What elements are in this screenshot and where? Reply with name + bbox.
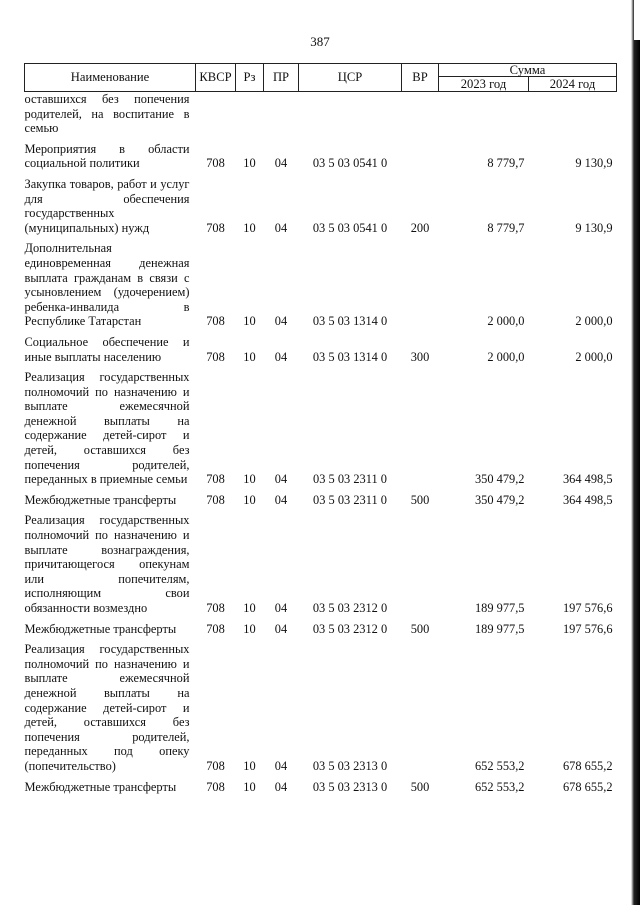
- table-row: [25, 616, 617, 637]
- cell-sum-2023: 8 779,7: [487, 156, 525, 171]
- table-row: [25, 92, 617, 136]
- cell-sum-2024: 364 498,5: [562, 492, 613, 507]
- cell-pr: [264, 92, 299, 136]
- cell-csr: 03 5 03 2311 0: [313, 492, 387, 507]
- cell-sum-2023: 2 000,0: [487, 314, 525, 329]
- cell-sum-2023: 350 479,2: [474, 472, 525, 487]
- scan-edge-shadow: [631, 0, 640, 905]
- cell-name: Дополнительная единовременная денежная выплата гражданам в связи с усыновлением (удочерением) ребенка-инвалида в Республике Татарстан: [24, 241, 190, 329]
- cell-csr: 03 5 03 0541 0: [312, 156, 388, 171]
- page-number: 387: [310, 34, 330, 49]
- table-row: [25, 329, 617, 364]
- cell-name: Мероприятия в области социальной политики: [24, 141, 190, 171]
- cell-sum-2023: 652 553,2: [474, 758, 525, 773]
- cell-kvsr: 708: [206, 349, 225, 364]
- cell-vr: 300: [410, 349, 430, 364]
- cell-sum-2024: 678 655,2: [562, 758, 613, 773]
- header-name: Наименование: [25, 64, 196, 92]
- cell-csr: 03 5 03 2313 0: [312, 758, 388, 773]
- header-sum: Сумма: [439, 64, 617, 77]
- cell-csr: 03 5 03 2312 0: [312, 601, 388, 615]
- cell-sum-2023: 8 779,7: [487, 220, 525, 235]
- cell-name: Социальное обеспечение и иные выплаты населению: [24, 334, 190, 364]
- cell-name: Реализация государственных полномочий по назначению и выплате ежемесячной денежной выплаты на содержание детей-сирот и детей, оставшихся без попечения родителей, переданных в приемные семьи: [24, 370, 190, 487]
- cell-pr: 04: [274, 621, 288, 636]
- cell-sum-2024: 197 576,6: [562, 621, 613, 636]
- header-csr: ЦСР: [299, 64, 402, 92]
- cell-sum-2024: 9 130,9: [575, 156, 613, 171]
- cell-sum-2023: 350 479,2: [474, 492, 525, 507]
- table-row: [25, 235, 617, 329]
- cell-rz: [236, 92, 264, 136]
- cell-pr: 04: [274, 492, 288, 507]
- cell-name: Реализация государственных полномочий по назначению и выплате вознаграждения, причитающегося опекунам или попечителям, исполняющим свои обязанности возмездно: [24, 513, 190, 615]
- cell-pr: 04: [274, 314, 288, 329]
- cell-kvsr: 708: [206, 472, 225, 487]
- cell-kvsr: 708: [206, 621, 225, 636]
- table-body: [25, 92, 617, 795]
- header-year-2024: 2024 год: [529, 77, 617, 92]
- cell-vr: [402, 636, 439, 773]
- cell-kvsr: 708: [206, 601, 225, 615]
- cell-csr: 03 5 03 2313 0: [312, 779, 388, 794]
- cell-rz: 10: [243, 349, 256, 364]
- cell-vr: [402, 507, 439, 615]
- cell-pr: 04: [274, 758, 288, 773]
- cell-sum-2023: [439, 92, 529, 136]
- cell-vr: 500: [410, 621, 430, 636]
- cell-vr: [402, 92, 439, 136]
- cell-pr: 04: [274, 779, 288, 794]
- table-row: [25, 364, 617, 487]
- cell-rz: 10: [243, 601, 256, 615]
- cell-vr: 200: [410, 220, 430, 235]
- cell-sum-2024: 197 576,6: [562, 601, 613, 615]
- cell-csr: 03 5 03 2311 0: [313, 472, 387, 487]
- cell-name: Межбюджетные трансферты: [24, 779, 177, 794]
- table-row: [25, 507, 617, 615]
- cell-rz: 10: [243, 472, 256, 487]
- cell-vr: [402, 136, 439, 171]
- cell-rz: 10: [243, 621, 256, 636]
- cell-pr: 04: [274, 349, 288, 364]
- cell-vr: [402, 235, 439, 329]
- cell-pr: 04: [274, 472, 288, 487]
- cell-vr: [402, 364, 439, 487]
- cell-kvsr: [196, 92, 236, 136]
- cell-kvsr: 708: [206, 156, 225, 171]
- cell-sum-2024: 2 000,0: [575, 314, 613, 329]
- cell-sum-2024: 678 655,2: [562, 779, 613, 794]
- cell-sum-2024: 364 498,5: [562, 472, 613, 487]
- cell-csr: 03 5 03 2312 0: [312, 621, 388, 636]
- cell-csr: 03 5 03 0541 0: [312, 220, 388, 235]
- header-year-2023: 2023 год: [439, 77, 529, 92]
- cell-pr: 04: [274, 156, 288, 171]
- cell-sum-2024: [529, 92, 617, 136]
- cell-sum-2023: 189 977,5: [474, 601, 525, 615]
- header-rz: Рз: [236, 64, 264, 92]
- cell-pr: 04: [274, 601, 288, 615]
- cell-sum-2023: 652 553,2: [474, 779, 525, 794]
- cell-rz: 10: [243, 492, 256, 507]
- cell-sum-2024: 2 000,0: [575, 349, 613, 364]
- cell-kvsr: 708: [206, 779, 225, 794]
- cell-sum-2024: 9 130,9: [575, 220, 613, 235]
- cell-pr: 04: [274, 220, 288, 235]
- table-row: [25, 136, 617, 171]
- cell-csr: 03 5 03 1314 0: [312, 349, 388, 364]
- header-vr: ВР: [402, 64, 439, 92]
- budget-table: [24, 63, 617, 794]
- cell-vr: 500: [410, 492, 430, 507]
- table-row: [25, 171, 617, 235]
- cell-rz: 10: [243, 779, 256, 794]
- cell-name: Межбюджетные трансферты: [24, 621, 177, 636]
- table-row: [25, 487, 617, 508]
- table-row: [25, 774, 617, 795]
- cell-rz: 10: [243, 156, 256, 171]
- table-row: [25, 636, 617, 773]
- header-kvsr: КВСР: [196, 64, 236, 92]
- cell-kvsr: 708: [206, 314, 225, 329]
- cell-kvsr: 708: [206, 492, 225, 507]
- cell-kvsr: 708: [206, 220, 225, 235]
- cell-vr: 500: [410, 779, 430, 794]
- cell-name: Межбюджетные трансферты: [24, 492, 177, 507]
- header-pr: ПР: [264, 64, 299, 92]
- cell-sum-2023: 2 000,0: [487, 349, 525, 364]
- cell-rz: 10: [243, 220, 256, 235]
- cell-csr: 03 5 03 1314 0: [312, 314, 388, 329]
- cell-csr: [299, 92, 402, 136]
- cell-name: Реализация государственных полномочий по назначению и выплате ежемесячной денежной выплаты на содержание детей-сирот и детей, оставшихся без попечения родителей, переданных под опеку (попечительство): [24, 642, 190, 773]
- cell-rz: 10: [243, 314, 256, 329]
- table-header: [25, 64, 617, 92]
- cell-sum-2023: 189 977,5: [474, 621, 525, 636]
- cell-name: оставшихся без попечения родителей, на воспитание в семью: [24, 92, 190, 136]
- cell-rz: 10: [243, 758, 256, 773]
- cell-kvsr: 708: [206, 758, 225, 773]
- cell-name: Закупка товаров, работ и услуг для обеспечения государственных (муниципальных) нужд: [24, 176, 190, 235]
